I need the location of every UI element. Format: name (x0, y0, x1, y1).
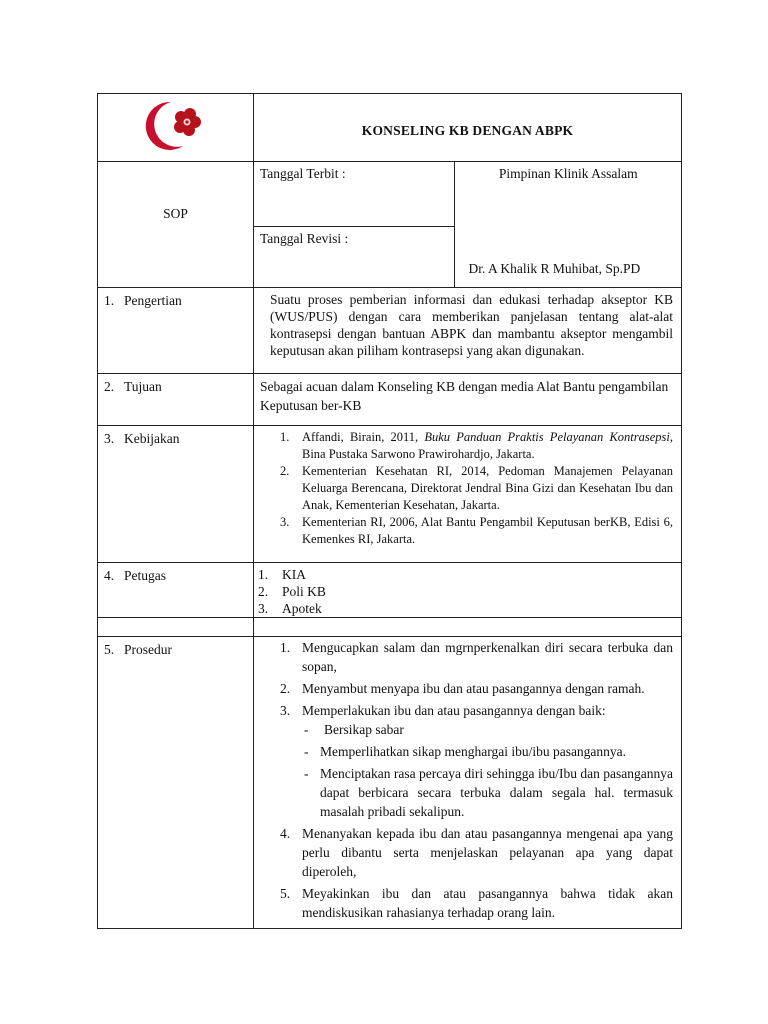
signature-cell (454, 162, 682, 287)
pimpinan-label: Pimpinan Klinik Assalam (498, 166, 638, 181)
spacer-cell (254, 618, 682, 637)
kebijakan-item: 2. Kementerian Kesehatan RI, 2014, Pedoman Manajemen Pelayanan Keluarga Berencana, Direktorat Jendral Bina Gizi dan Kesehatan Ibu dan Anak, Kementerian Kesehatan, Jakarta. (280, 464, 673, 512)
kebijakan-list-cell (254, 426, 682, 563)
logo-cell (98, 94, 254, 162)
document-title: KONSELING KB DENGAN ABPK (254, 94, 682, 162)
sop-label: SOP (98, 162, 254, 288)
sop-table (97, 93, 682, 929)
sop-document (97, 93, 681, 929)
date-signature-block (254, 162, 682, 287)
kebijakan-item: 1. Affandi, Birain, 2011, Buku Panduan Praktis Pelayanan Kontrasepsi, Bina Pustaka Sarwono Prawirohardjo, Jakarta. (280, 430, 673, 461)
petugas-list-cell (254, 563, 682, 618)
petugas-list (254, 566, 675, 617)
prosedur-sublist (302, 720, 673, 821)
section-label-prosedur: 5. Prosedur (98, 637, 254, 929)
pengertian-text: Suatu proses pemberian informasi dan edukasi terhadap akseptor KB (WUS/PUS) dengan cara memberikan panjelasan tentang alat-alat kontrasepsi dengan bantuan ABPK dan mambantu akseptor mengambil keputusan akan piliham kontrasepsi yang akan digunakan. (254, 288, 682, 374)
prosedur-subitem: - Menciptakan rasa percaya diri sehingga ibu/Ibu dan pasangannya dapat berbicara secara terbuka dalam segala hal. termasuk masalah pribadi sekalipun. (304, 766, 673, 819)
prosedur-subitem: - Bersikap sabar (304, 722, 404, 737)
prosedur-list-cell (254, 637, 682, 929)
kebijakan-list (254, 429, 673, 548)
signatory-name: Dr. A Khalik R Muhibat, Sp.PD (468, 261, 641, 276)
prosedur-item: 5. Meyakinkan ibu dan atau pasangannya bahwa tidak akan mendiskusikan rahasianya terhadap orang lain. (280, 886, 673, 920)
kebijakan-item: 3. Kementerian RI, 2006, Alat Bantu Pengambil Keputusan berKB, Edisi 6, Kemenkes RI, Jakarta. (280, 515, 673, 546)
spacer-cell (98, 618, 254, 637)
section-label-petugas: 4. Petugas (98, 563, 254, 618)
petugas-item: 2. Poli KB (258, 584, 326, 599)
prosedur-item: 3. Memperlakukan ibu dan atau pasangannya dengan baik: - Bersikap sabar - Memperlihatkan sikap menghargai ibu/ibu pasangannya. - Menciptakan rasa percaya diri sehingga ibu/Ibu dan pasangannya dapat berbicara secara terbuka dalam segala hal. termasuk masalah pribadi sekalipun. (280, 703, 673, 819)
section-label-kebijakan: 3. Kebijakan (98, 426, 254, 563)
tanggal-revisi: Tanggal Revisi : (254, 227, 454, 288)
section-label-tujuan: 2. Tujuan (98, 374, 254, 426)
petugas-item: 1. KIA (258, 567, 306, 582)
tanggal-terbit: Tanggal Terbit : (254, 162, 454, 227)
tujuan-text: Sebagai acuan dalam Konseling KB dengan media Alat Bantu pengambilan Keputusan ber-KB (254, 374, 682, 426)
clinic-logo (145, 100, 207, 152)
prosedur-item: 1. Mengucapkan salam dan mgrnperkenalkan diri secara terbuka dan sopan, (280, 640, 673, 674)
prosedur-list (254, 638, 673, 922)
prosedur-item: 2. Menyambut menyapa ibu dan atau pasangannya dengan ramah. (280, 681, 645, 696)
petugas-item: 3. Apotek (258, 601, 322, 616)
prosedur-subitem: - Memperlihatkan sikap menghargai ibu/ibu pasangannya. (304, 744, 627, 759)
prosedur-item: 4. Menanyakan kepada ibu dan atau pasangannya mengenai apa yang perlu dibantu serta menjelaskan pelayanan apa yang dapat diperoleh, (280, 826, 673, 879)
section-label-pengertian: 1. Pengertian (98, 288, 254, 374)
